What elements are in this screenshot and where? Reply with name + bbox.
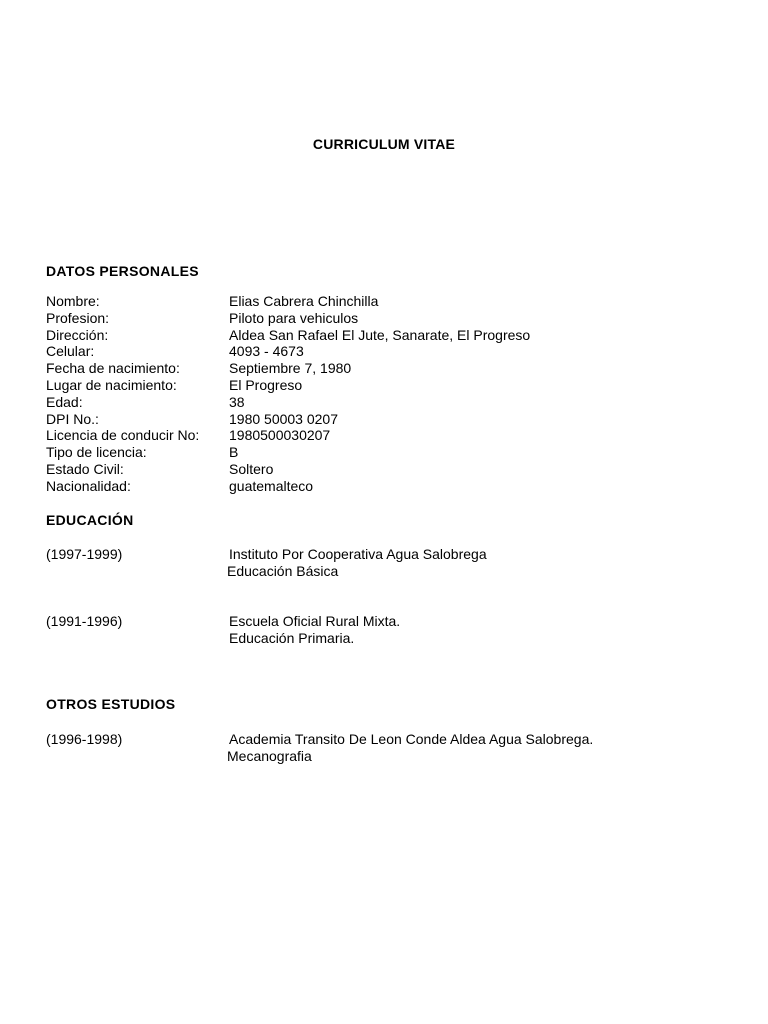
education-heading: EDUCACIÓN (46, 512, 134, 528)
field-label: Fecha de nacimiento: (46, 360, 180, 377)
entry-level: Educación Primaria. (229, 630, 355, 646)
field-tipo-licencia (46, 444, 726, 461)
field-nacionalidad (46, 478, 726, 495)
field-nombre (46, 293, 726, 310)
field-value: B (229, 444, 239, 461)
other-studies-heading: OTROS ESTUDIOS (46, 696, 176, 712)
field-value: Septiembre 7, 1980 (229, 360, 352, 377)
field-label: Licencia de conducir No: (46, 427, 200, 444)
field-fecha-nacimiento (46, 360, 726, 377)
entry-period: (1997-1999) (46, 546, 123, 562)
entry-period: (1996-1998) (46, 731, 123, 747)
field-label: Edad: (46, 393, 83, 410)
field-value: 1980500030207 (229, 427, 331, 444)
field-value: Piloto para vehiculos (229, 309, 359, 326)
field-profesion (46, 310, 726, 327)
field-celular (46, 343, 726, 360)
field-value: El Progreso (229, 376, 303, 393)
field-label: Nacionalidad: (46, 477, 131, 494)
document-title: CURRICULUM VITAE (312, 136, 456, 152)
field-label: Estado Civil: (46, 460, 124, 477)
field-estado-civil (46, 461, 726, 478)
field-value: Aldea San Rafael El Jute, Sanarate, El Progreso (229, 326, 531, 343)
field-edad (46, 394, 726, 411)
field-label: DPI No.: (46, 410, 99, 427)
field-value: 38 (229, 393, 245, 410)
field-value: Soltero (229, 460, 274, 477)
field-lugar-nacimiento (46, 377, 726, 394)
field-direccion (46, 327, 726, 344)
entry-level: Educación Básica (227, 563, 339, 579)
entry-institution: Instituto Por Cooperativa Agua Salobrega (229, 546, 487, 562)
personal-data-list (46, 293, 726, 495)
field-value: 4093 - 4673 (229, 343, 304, 360)
entry-institution: Escuela Oficial Rural Mixta. (229, 613, 401, 629)
personal-data-heading: DATOS PERSONALES (46, 263, 199, 279)
entry-level: Mecanografia (227, 748, 312, 764)
field-label: Dirección: (46, 326, 109, 343)
field-licencia (46, 427, 726, 444)
field-value: guatemalteco (229, 477, 314, 494)
field-value: 1980 50003 0207 (229, 410, 338, 427)
field-value: Elias Cabrera Chinchilla (229, 293, 379, 309)
entry-period: (1991-1996) (46, 613, 123, 629)
entry-institution: Academia Transito De Leon Conde Aldea Agua Salobrega. (229, 731, 594, 747)
field-label: Nombre: (46, 293, 100, 309)
field-label: Lugar de nacimiento: (46, 376, 177, 393)
field-dpi (46, 411, 726, 428)
field-label: Tipo de licencia: (46, 444, 147, 461)
field-label: Celular: (46, 343, 95, 360)
field-label: Profesion: (46, 309, 110, 326)
